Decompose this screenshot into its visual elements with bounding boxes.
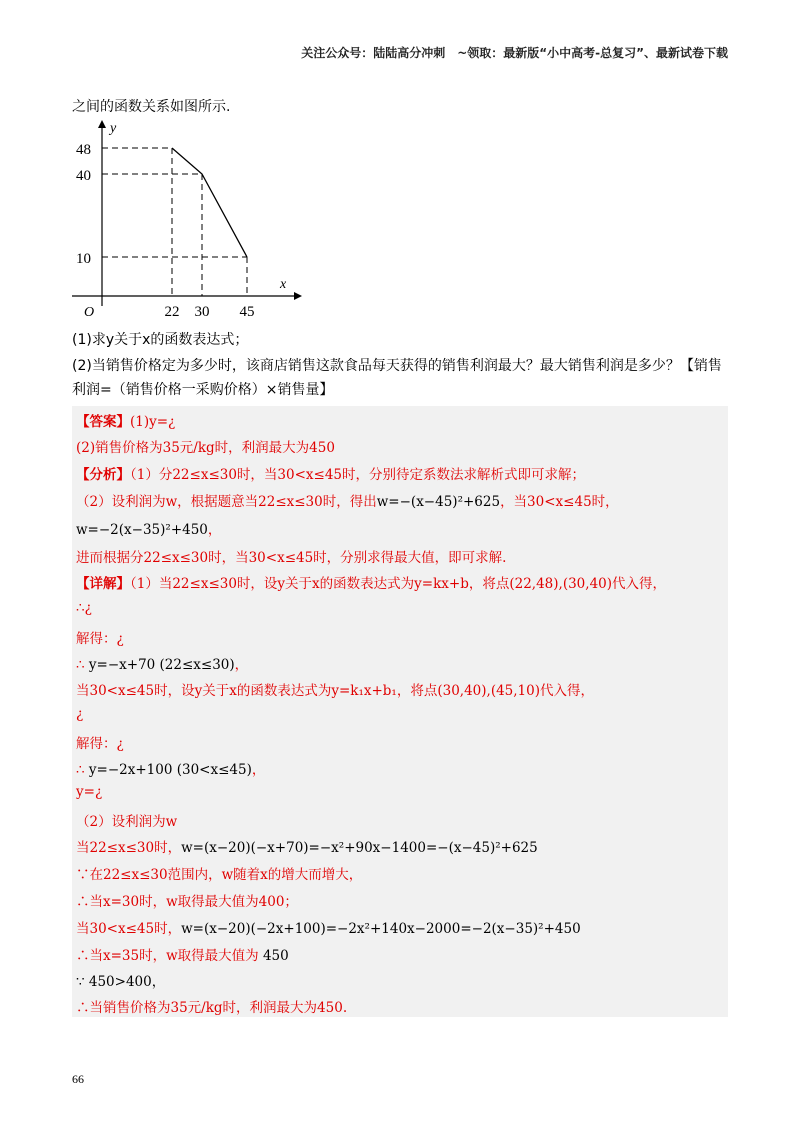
analysis-line-4: 进而根据分22≤x≤30时，当30<x≤45时，分别求得最大值，即可求解.: [76, 550, 507, 566]
y-axis-arrow: [98, 120, 106, 128]
question-2-line-2: 利润=（销售价格一采购价格）×销售量】: [72, 382, 334, 398]
y-tick-label: 10: [76, 251, 91, 267]
x-axis-label: x: [280, 277, 287, 292]
analysis-line-2: （2）设利润为w，根据题意当22≤x≤30时，得出w=−(x−45)²+625，当30<x≤45时，: [76, 494, 619, 510]
detail-line-9: y=¿: [76, 784, 103, 800]
detail-line-5: 当30<x≤45时，设y关于x的函数表达式为y=k₁x+b₁，将点(30,40),(45,10)代入得，: [76, 683, 594, 699]
y-axis-label: y: [110, 121, 117, 136]
y-tick-label: 48: [76, 142, 91, 158]
solution-box: [72, 406, 728, 1017]
question-2-line-1: (2)当销售价格定为多少时，该商店销售这款食品每天获得的销售利润最大？最大销售利润是多少？【销售: [72, 358, 722, 374]
detail-line-12: ∵在22≤x≤30范围内，w随着x的增大而增大，: [76, 867, 363, 883]
x-tick-label: 45: [239, 304, 255, 318]
detail-line-10: （2）设利润为w: [76, 814, 178, 830]
detail-line-4: ∴ y=−x+70 (22≤x≤30)，: [76, 657, 249, 673]
function-line: [172, 148, 247, 257]
detail-line-7: 解得：¿: [76, 736, 124, 752]
answer-line-2: (2)销售价格为35元/kg时，利润最大为450: [76, 440, 335, 456]
analysis-line-1: 【分析】（1）分22≤x≤30时，当30<x≤45时，分别待定系数法求解析式即可求解；: [76, 467, 586, 483]
analysis-line-3: w=−2(x−35)²+450，: [76, 522, 222, 538]
detail-line-14: 当30<x≤45时，w=(x−20)(−2x+100)=−2x²+140x−2000=−2(x−35)²+450: [76, 921, 581, 937]
detail-line-11: 当22≤x≤30时，w=(x−20)(−x+70)=−x²+90x−1400=−(x−45)²+625: [76, 840, 538, 856]
detail-line-3: 解得：¿: [76, 631, 124, 647]
page-header: 关注公众号：陆陆高分冲刺 ~领取：最新版“小中高考-总复习”、最新试卷下载: [301, 46, 728, 60]
detail-line-8: ∴ y=−2x+100 (30<x≤45)，: [76, 762, 266, 778]
detail-line-6: ¿: [76, 706, 84, 722]
y-tick-label: 40: [76, 168, 91, 184]
detail-line-16: ∵ 450>400，: [76, 974, 166, 990]
question-1: (1)求y关于x的函数表达式；: [72, 332, 249, 348]
detail-line-2: ∴¿: [76, 600, 92, 616]
intro-text: 之间的函数关系如图所示.: [72, 99, 231, 115]
answer-line-1: 【答案】(1)y=¿: [76, 414, 176, 430]
origin-label: O: [84, 305, 95, 318]
detail-line-1: 【详解】（1）当22≤x≤30时，设y关于x的函数表达式为y=kx+b，将点(22,48),(30,40)代入得，: [76, 576, 667, 592]
detail-line-17: ∴当销售价格为35元/kg时，利润最大为450.: [76, 1000, 348, 1016]
detail-line-15: ∴当x=35时，w取得最大值为 450: [76, 948, 289, 964]
x-axis-arrow: [294, 292, 302, 300]
x-tick-label: 30: [194, 304, 210, 318]
x-tick-label: 22: [164, 304, 180, 318]
page-number: 66: [72, 1072, 84, 1086]
detail-line-13: ∴当x=30时，w取得最大值为400；: [76, 894, 298, 910]
function-graph: [72, 118, 302, 318]
